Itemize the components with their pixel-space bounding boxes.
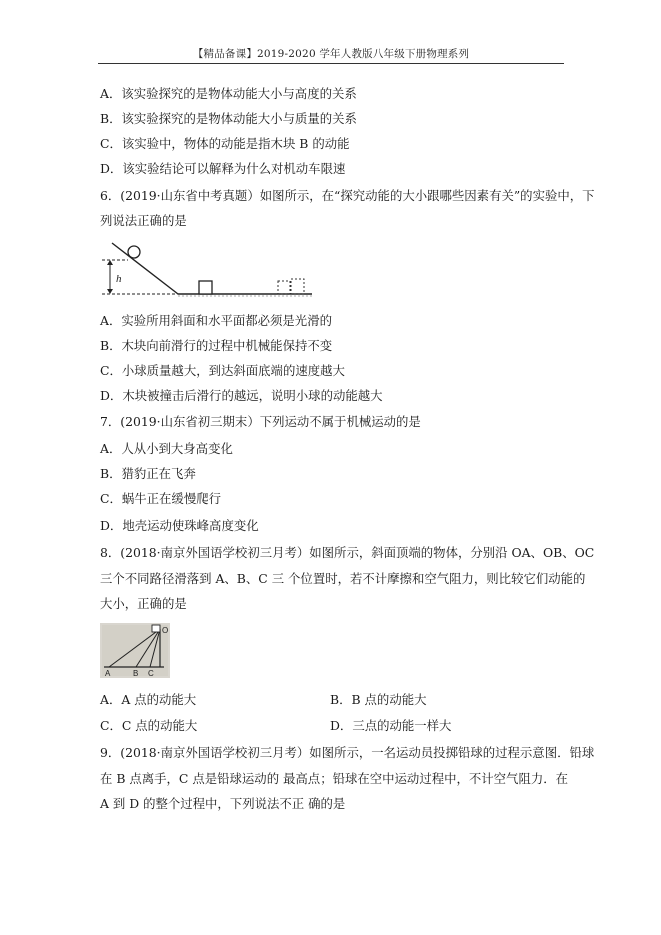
q8-stem-line2: 三个不同路径滑落到 A、B、C 三 个位置时，若不计摩擦和空气阻力，则比较它们动能的 (100, 571, 586, 586)
q8-option-c: C．C 点的动能大 (100, 718, 198, 733)
header-rule (98, 63, 564, 64)
q5-option-c: C．该实验中，物体的动能是指木块 B 的动能 (100, 136, 350, 151)
q8-fig-label-a: A (105, 669, 111, 678)
q7-option-a: A．人从小到大身高变化 (100, 441, 233, 456)
q5-option-b: B．该实验探究的是物体动能大小与质量的关系 (100, 111, 357, 126)
q8-slopes-figure (100, 623, 170, 678)
q8-option-b: B．B 点的动能大 (330, 692, 427, 707)
q6-stem-line2: 列说法正确的是 (100, 213, 187, 228)
q9-stem-line3: A 到 D 的整个过程中，下列说法不正 确的是 (100, 796, 346, 811)
q8-stem-line1: 8．(2018·南京外国语学校初三月考）如图所示，斜面顶端的物体，分别沿 OA、OB、OC (100, 545, 595, 560)
page-header: 【精品备课】2019-2020 学年人教版八年级下册物理系列 (192, 48, 470, 60)
q7-option-d: D．地壳运动使珠峰高度变化 (100, 518, 259, 533)
q6-incline-figure (98, 242, 316, 302)
q6-option-a: A．实验所用斜面和水平面都必须是光滑的 (100, 313, 332, 328)
q8-fig-label-o: O (162, 626, 169, 635)
q8-fig-label-b: B (133, 669, 139, 678)
q8-option-d: D．三点的动能一样大 (330, 718, 452, 733)
q9-stem-line2: 在 B 点离手，C 点是铅球运动的 最高点；铅球在空中运动过程中，不计空气阻力．在 (100, 771, 569, 786)
q8-option-a: A．A 点的动能大 (100, 692, 197, 707)
q6-figure-label-h: h (116, 273, 122, 285)
q7-option-b: B．猎豹正在飞奔 (100, 466, 196, 481)
q8-fig-label-c: C (148, 669, 154, 678)
q5-option-a: A．该实验探究的是物体动能大小与高度的关系 (100, 86, 357, 101)
q9-stem-line1: 9．(2018·南京外国语学校初三月考）如图所示，一名运动员投掷铅球的过程示意图．铅球 (100, 745, 595, 760)
q5-option-d: D．该实验结论可以解释为什么对机动车限速 (100, 161, 346, 176)
q7-option-c: C．蜗牛正在缓慢爬行 (100, 491, 221, 506)
q6-option-d: D．木块被撞击后滑行的越远，说明小球的动能越大 (100, 388, 383, 403)
q8-stem-line3: 大小，正确的是 (100, 596, 187, 611)
q6-option-b: B．木块向前滑行的过程中机械能保持不变 (100, 338, 333, 353)
q7-stem: 7．(2019·山东省初三期末）下列运动不属于机械运动的是 (100, 414, 421, 429)
q6-option-c: C．小球质量越大，到达斜面底端的速度越大 (100, 363, 345, 378)
q6-stem-line1: 6．(2019·山东省中考真题）如图所示，在“探究动能的大小跟哪些因素有关”的实验中，下 (100, 188, 595, 203)
